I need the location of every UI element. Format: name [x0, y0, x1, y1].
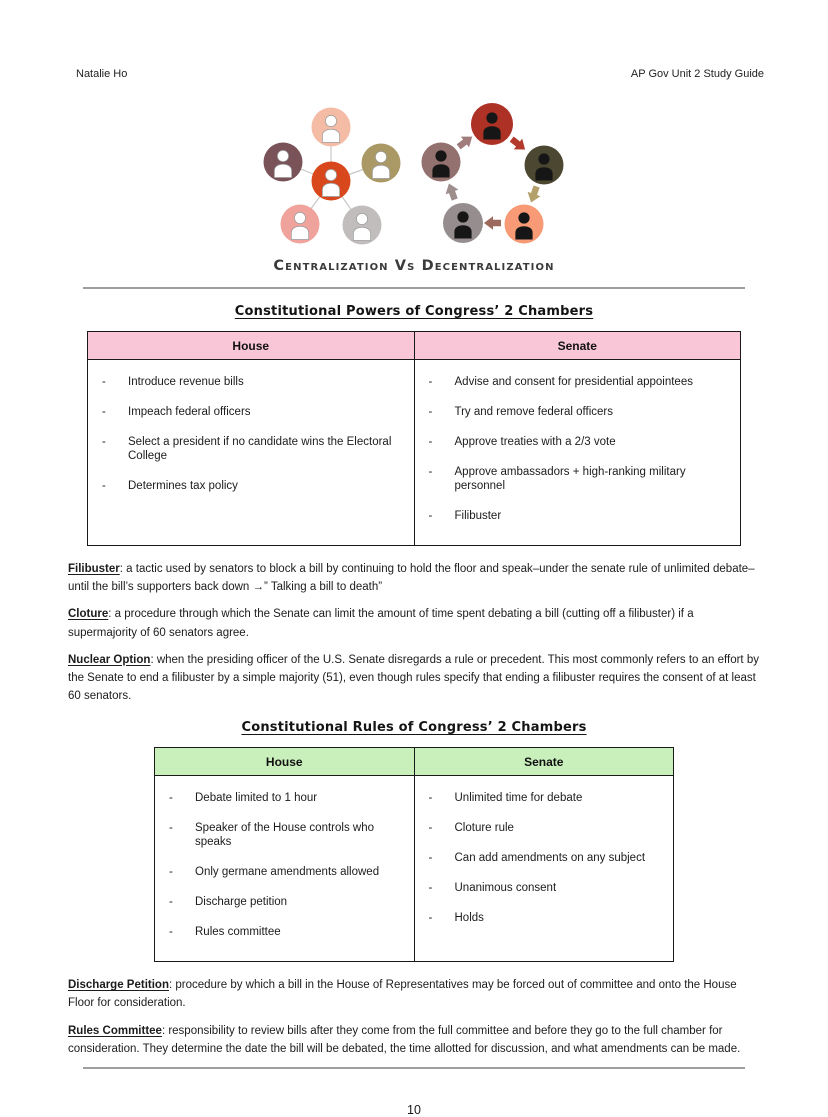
centralization-vs-decentralization-diagram: [263, 92, 565, 254]
definition-filibuster: [68, 560, 760, 596]
cycle-arrow-icon: [455, 131, 477, 152]
cycle-arrow-icon: [443, 181, 462, 202]
document-header: [0, 0, 828, 80]
list-item: - Speaker of the House controls who speaks: [169, 821, 406, 849]
definition-text: : responsibility to review bills after they come from the full committee and before they go to the full chamber for consideration. They determine the date the bill will be debated, the time allotted for discussion, and what amendments can be made.: [68, 1024, 741, 1055]
rules-table: [154, 747, 674, 962]
definition-text: : a procedure through which the Senate can limit the amount of time spent debating a bill (cutting off a filibuster) if a supermajority of 60 senators agree.: [68, 608, 694, 639]
powers-table: [87, 331, 741, 546]
powers-senate-cell: [414, 360, 741, 546]
list-item: - Cloture rule: [429, 821, 666, 835]
list-item: - Holds: [429, 911, 666, 925]
list-item: - Can add amendments on any subject: [429, 851, 666, 865]
powers-house-header: House: [88, 332, 415, 360]
definition-term: Nuclear Option: [68, 653, 151, 666]
definition-text: : procedure by which a bill in the House of Representatives may be forced out of committee and onto the House Floor for consideration.: [68, 979, 737, 1010]
list-item: - Impeach federal officers: [102, 405, 406, 419]
bottom-section-divider: [83, 1067, 745, 1069]
powers-definitions: [68, 560, 760, 705]
powers-senate-header: Senate: [414, 332, 741, 360]
definition-term: Rules Committee: [68, 1024, 162, 1037]
cycle-arrow-icon: [484, 216, 501, 230]
table-body-row: [155, 776, 674, 962]
powers-section-title: Constitutional Powers of Congress’ 2 Chambers: [234, 304, 594, 319]
rules-house-cell: [155, 776, 415, 962]
top-section-divider: [83, 287, 745, 289]
list-item: - Discharge petition: [169, 895, 406, 909]
list-item: - Filibuster: [429, 509, 733, 523]
rules-definitions: [68, 976, 760, 1058]
list-item: - Try and remove federal officers: [429, 405, 733, 419]
rules-section-title: Constitutional Rules of Congress’ 2 Chambers: [241, 720, 587, 736]
definition-term: Filibuster: [68, 563, 120, 576]
rules-house-header: House: [155, 748, 415, 776]
definition-cloture: [68, 605, 760, 641]
list-item: - Unlimited time for debate: [429, 791, 666, 805]
rules-senate-cell: [414, 776, 674, 962]
table-header-row: [155, 748, 674, 776]
definition-term: Cloture: [68, 608, 109, 621]
rules-senate-header: Senate: [414, 748, 674, 776]
list-item: - Debate limited to 1 hour: [169, 791, 406, 805]
cycle-arrow-icon: [525, 184, 543, 205]
definition-rules-committee: [68, 1022, 760, 1058]
list-item: - Rules committee: [169, 925, 406, 939]
powers-house-cell: [88, 360, 415, 546]
decentralized-network: [422, 103, 564, 244]
rules-senate-list: [415, 791, 666, 925]
list-item: - Introduce revenue bills: [102, 375, 406, 389]
list-item: - Advise and consent for presidential appointees: [429, 375, 733, 389]
list-item: - Approve treaties with a 2/3 vote: [429, 435, 733, 449]
definition-term: Discharge Petition: [68, 979, 169, 992]
list-item: - Determines tax policy: [102, 479, 406, 493]
list-item: - Approve ambassadors + high-ranking military personnel: [429, 465, 733, 493]
definition-text: : when the presiding officer of the U.S. Senate disregards a rule or precedent. This most commonly refers to an effort by the Senate to end a filibuster by a simple majority (51), even though rules specify that ending a filibuster requires the consent of at least 60 senators.: [68, 653, 759, 703]
figure-caption: Centralization Vs Decentralization: [273, 258, 555, 274]
list-item: - Select a president if no candidate wins the Electoral College: [102, 435, 406, 463]
powers-house-list: [88, 375, 406, 493]
rules-house-list: [155, 791, 406, 939]
list-item: - Only germane amendments allowed: [169, 865, 406, 879]
list-item: - Unanimous consent: [429, 881, 666, 895]
cycle-arrow-icon: [508, 134, 530, 155]
author-name: Natalie Ho: [76, 68, 128, 80]
table-body-row: [88, 360, 741, 546]
definition-nuclear-option: [68, 651, 760, 705]
definition-text: : a tactic used by senators to block a bill by continuing to hold the floor and speak–under the senate rule of unlimited debate–until the bill’s supporters back down →” Talking a bill to death”: [68, 563, 755, 594]
page-number: 10: [407, 1102, 421, 1117]
centralization-figure: [0, 92, 828, 274]
powers-senate-list: [415, 375, 733, 523]
centralized-network: [264, 108, 401, 245]
table-header-row: [88, 332, 741, 360]
definition-discharge-petition: [68, 976, 760, 1012]
document-title: AP Gov Unit 2 Study Guide: [630, 68, 764, 80]
